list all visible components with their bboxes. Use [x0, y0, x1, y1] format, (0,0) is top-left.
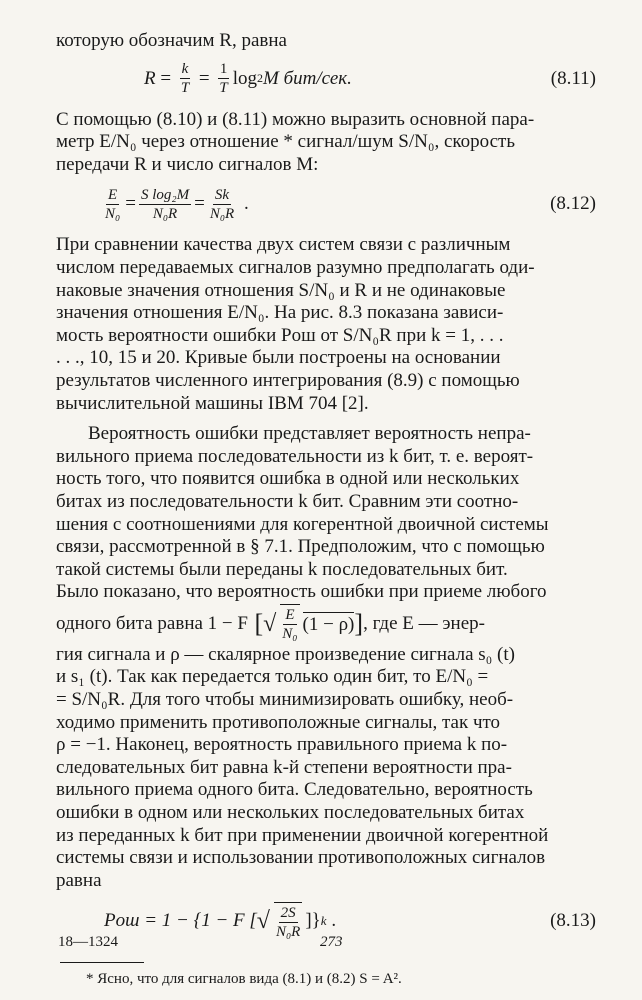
text-line: шения с соотношениями для когерентной двоичной системы [56, 513, 549, 535]
denominator: N₀ [105, 205, 121, 222]
text-line: вычислительной машины IBM 704 [2]. [56, 392, 369, 414]
text-line: связи, рассмотренной в § 7.1. Предположим, что с помощью [56, 536, 545, 558]
numerator: 1 [219, 61, 228, 78]
text-line: числом передаваемых сигналов разумно предполагать оди- [56, 256, 535, 278]
fraction [274, 902, 302, 941]
text-line: и s₁ (t). Так как передается только один бит, то E/N₀ = [56, 666, 489, 688]
text-line: передачи R и число сигналов M: [56, 153, 319, 175]
printer-signature: 18—1324 [58, 934, 118, 950]
text-line: такой системы были переданы k последовательных бит. [56, 558, 508, 580]
numerator: k [181, 61, 189, 78]
inline-formula-line: одного бита равна 1 − F [ √ $\frac{E}{\text{N₀}}$ (1 − ρ) ] , где E — энер- [56, 604, 596, 644]
numerator: S log₂M [140, 186, 190, 203]
log-base: 2 [257, 71, 264, 86]
equation-number: (8.11) [550, 67, 596, 89]
footnote: * Ясно, что для сигналов вида (8.1) и (8.2) S = A². [86, 971, 402, 988]
numerator: E [285, 607, 295, 624]
paragraph-3 [56, 423, 596, 892]
page-number: 273 [320, 934, 343, 950]
text-line: равна [56, 869, 102, 891]
text-fragment: , где E — энер- [363, 612, 485, 634]
equation-number: (8.13) [550, 910, 596, 932]
text-line: мость вероятности ошибки Pош от S/N₀R при k = 1, . . . [56, 324, 504, 346]
equation-8-12: $\frac{E}{\text{N₀}}$ = $\frac{\text{S log₂M}}{\text{N₀R}}$ = $\frac{Sk}{\text{N₀R}}$ . (8.12) [105, 186, 596, 222]
book-page [56, 30, 596, 988]
numerator: 2S [280, 904, 296, 921]
denominator: N₀R [152, 205, 178, 222]
numerator: Sk [214, 186, 230, 203]
text-line: ρ = −1. Наконец, вероятность правильного приема k по- [56, 734, 508, 756]
text-line: наковые значения отношения S/N₀ и R и не одинаковые [56, 279, 506, 301]
fraction [139, 186, 191, 223]
paragraph-1 [56, 109, 596, 177]
text-line: следовательных бит равна k-й степени вероятности пра- [56, 756, 512, 778]
log-op: log [232, 67, 258, 89]
equation-8-11: R = $\frac{k}{T}$ = $\frac{1}{T}$ log 2 M бит/сек. (8.11) [144, 61, 596, 97]
numerator: E [108, 186, 118, 203]
text-line: При сравнении качества двух систем связи с различным [56, 234, 511, 256]
text-line: результатов численного интегрирования (8.9) с помощью [56, 369, 520, 391]
denominator: N₀R [275, 923, 301, 940]
eq-fragment: ]} [305, 910, 321, 932]
text-line: ходимо применить противоположные сигналы, так что [56, 711, 501, 733]
eq-units: бит/сек. [283, 67, 352, 89]
text-line: = S/N₀R. Для того чтобы минимизировать ошибку, необ- [56, 689, 514, 711]
text-line: С помощью (8.10) и (8.11) можно выразить основной пара- [56, 108, 535, 130]
text-line: вильного приема последовательности из k бит, т. е. вероят- [56, 445, 534, 467]
intro-line [56, 30, 596, 53]
text-line: из переданных k бит при применении двоичной когерентной [56, 824, 549, 846]
equation-number: (8.12) [550, 193, 596, 215]
text-line: . . ., 10, 15 и 20. Кривые были построены на основании [56, 347, 501, 369]
eq-symbol: R [144, 67, 156, 89]
paragraph-2 [56, 234, 596, 415]
footnote-rule [60, 962, 144, 963]
denominator: N₀ [282, 626, 298, 643]
fraction [208, 186, 236, 223]
text-line: Было показано, что вероятность ошибки при приеме любого [56, 581, 547, 603]
eq-symbol: M [263, 67, 279, 89]
text-line: метр E/N₀ через отношение * сигнал/шум S/N₀, скорость [56, 131, 516, 153]
fraction [103, 186, 122, 223]
fraction [217, 60, 229, 97]
text-fragment: (1 − ρ) [302, 613, 355, 635]
text-line: вильного приема одного бита. Следовательно, вероятность [56, 779, 533, 801]
denominator: T [219, 80, 228, 97]
text-line: Вероятность ошибки представляет вероятность непра- [88, 423, 531, 445]
text-line: ошибки в одном или нескольких последовательных битах [56, 802, 525, 824]
text-line: гия сигнала и ρ — скалярное произведение сигнала s₀ (t) [56, 643, 515, 665]
fraction [280, 604, 299, 643]
text-line: ность того, что появится ошибка в одной или нескольких [56, 468, 520, 490]
text-fragment: одного бита равна 1 − F [56, 612, 248, 634]
text-line: битах из последовательности k бит. Сравним эти соотно- [56, 490, 519, 512]
equation-8-13: Pош = 1 − {1 − F [ √ $\frac{2S}{\text{N₀R}}$ ]} k . (8.13) [56, 892, 596, 950]
text-line: системы связи и использовании противоположных сигналов [56, 847, 546, 869]
denominator: T [180, 80, 190, 97]
text-line: значения отношения E/N₀. На рис. 8.3 показана зависи- [56, 302, 504, 324]
fraction [179, 60, 191, 97]
eq-fragment: Pош = 1 − {1 − F [ [104, 910, 257, 932]
exponent: k [320, 913, 327, 929]
denominator: N₀R [209, 205, 235, 222]
text-line: которую обозначим R, равна [56, 30, 287, 51]
